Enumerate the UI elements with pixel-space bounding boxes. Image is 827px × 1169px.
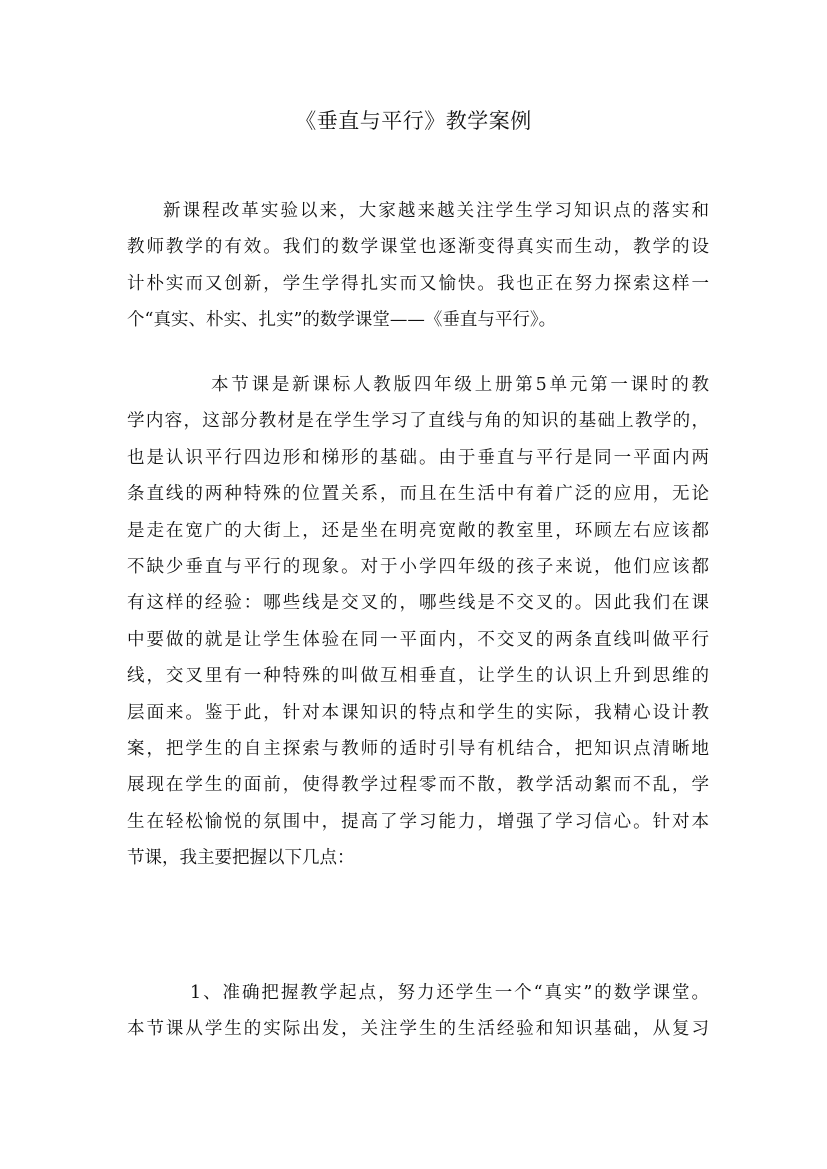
paragraph-line: 生在轻松愉悦的氛围中，提高了学习能力，增强了学习信心。针对本 [127, 811, 709, 832]
paragraph-line: 线，交叉里有一种特殊的叫做互相垂直，让学生的认识上升到思维的 [127, 666, 709, 687]
paragraph-line: 不缺少垂直与平行的现象。对于小学四年级的孩子来说，他们应该都 [127, 556, 709, 577]
paragraph-line: 展现在学生的面前，使得教学过程零而不散，教学活动絮而不乱，学 [127, 775, 709, 796]
paragraph-3 [127, 975, 709, 1048]
paragraph-line: 也是认识平行四边形和梯形的基础。由于垂直与平行是同一平面内两 [127, 447, 709, 468]
paragraph-line: 1、准确把握教学起点，努力还学生一个“真实”的数学课堂。 [190, 983, 709, 1003]
paragraph-line: 计朴实而又创新，学生学得扎实而又愉快。我也正在努力探索这样一 [127, 273, 709, 294]
paragraph-line: 有这样的经验：哪些线是交叉的，哪些线是不交叉的。因此我们在课 [127, 593, 709, 614]
paragraph-line: 中要做的就是让学生体验在同一平面内，不交叉的两条直线叫做平行 [127, 629, 709, 650]
paragraph-line: 层面来。鉴于此，针对本课知识的特点和学生的实际，我精心设计教 [127, 702, 709, 723]
paragraph-line: 本节课从学生的实际出发，关注学生的生活经验和知识基础，从复习 [127, 1019, 709, 1040]
paragraph-line: 新课程改革实验以来，大家越来越关注学生学习知识点的落实和 [163, 201, 709, 221]
document-title: 《垂直与平行》教学案例 [295, 109, 532, 133]
paragraph-2 [127, 367, 709, 876]
paragraph-line: 案，把学生的自主探索与教师的适时引导有机结合，把知识点清晰地 [127, 738, 709, 759]
paragraph-1 [127, 193, 709, 339]
paragraph-line: 个“真实、朴实、扎实”的数学课堂——《垂直与平行》。 [127, 310, 557, 331]
paragraph-line: 本节课是新课标人教版四年级上册第5单元第一课时的教 [211, 375, 709, 395]
paragraph-line: 学内容，这部分教材是在学生学习了直线与角的知识的基础上教学的， [127, 411, 709, 432]
paragraph-line: 教师教学的有效。我们的数学课堂也逐渐变得真实而生动，教学的设 [127, 237, 709, 258]
paragraph-line: 是走在宽广的大街上，还是坐在明亮宽敞的教室里，环顾左右应该都 [127, 520, 709, 541]
paragraph-line: 条直线的两种特殊的位置关系，而且在生活中有着广泛的应用，无论 [127, 484, 709, 505]
paragraph-line: 节课，我主要把握以下几点： [127, 848, 355, 869]
